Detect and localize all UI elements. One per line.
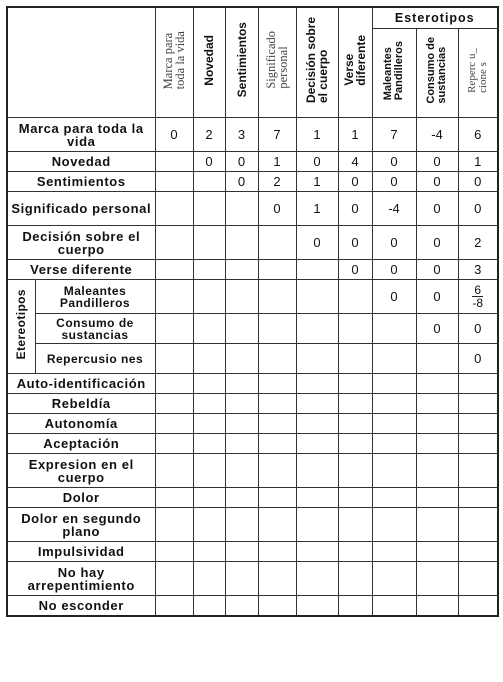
col-header-decision <box>296 7 338 118</box>
table-cell <box>155 454 193 488</box>
table-cell <box>193 192 225 226</box>
table-cell <box>416 414 458 434</box>
table-cell <box>338 488 372 508</box>
table-cell: 0 <box>155 118 193 152</box>
table-cell <box>296 542 338 562</box>
row-label: Repercusio nes <box>35 344 155 374</box>
row-group-etereotipos-label: Etereotipos <box>14 288 29 360</box>
table-cell <box>193 596 225 616</box>
table-cell <box>193 280 225 314</box>
table-cell <box>225 508 258 542</box>
table-cell: 1 <box>458 152 498 172</box>
table-cell: 0 <box>416 172 458 192</box>
table-cell <box>416 508 458 542</box>
table-cell: 7 <box>372 118 416 152</box>
table-row <box>7 454 498 488</box>
table-cell: 0 <box>225 152 258 172</box>
table-cell <box>296 394 338 414</box>
table-cell <box>258 414 296 434</box>
row-label: No hay arrepentimiento <box>7 562 155 596</box>
table-cell: 0 <box>372 280 416 314</box>
col-header-significado-label: Significado personal <box>264 31 290 89</box>
table-cell <box>338 394 372 414</box>
row-label: Sentimientos <box>7 172 155 192</box>
table-cell: 0 <box>338 172 372 192</box>
table-cell <box>155 152 193 172</box>
table-cell <box>338 414 372 434</box>
table-cell <box>225 414 258 434</box>
table-cell <box>193 434 225 454</box>
table-row <box>7 394 498 414</box>
table-cell <box>258 260 296 280</box>
col-header-repercusiones-label: Reperc u_ cione s <box>465 48 489 93</box>
table-cell <box>338 562 372 596</box>
row-label: Maleantes Pandilleros <box>35 280 155 314</box>
table-cell: 0 <box>416 260 458 280</box>
correlation-table <box>6 6 499 617</box>
table-cell: 0 <box>416 280 458 314</box>
table-cell: 4 <box>338 152 372 172</box>
table-cell <box>225 596 258 616</box>
table-cell: 1 <box>296 118 338 152</box>
col-header-maleantes-label: Maleantes Pandilleros <box>382 40 405 101</box>
table-cell <box>296 374 338 394</box>
col-header-decision-label: Decisión sobre el cuerpo <box>304 16 330 104</box>
row-label: Verse diferente <box>7 260 155 280</box>
table-row <box>7 414 498 434</box>
table-row <box>7 374 498 394</box>
row-label: Decisión sobre el cuerpo <box>7 226 155 260</box>
table-cell <box>155 172 193 192</box>
table-cell <box>458 596 498 616</box>
table-cell <box>193 394 225 414</box>
row-label: Significado personal <box>7 192 155 226</box>
table-cell <box>372 542 416 562</box>
col-header-marca <box>155 7 193 118</box>
table-cell: 0 <box>458 344 498 374</box>
table-cell <box>296 562 338 596</box>
table-cell <box>193 344 225 374</box>
table-cell: 0 <box>416 192 458 226</box>
table-cell: 0 <box>372 152 416 172</box>
table-cell <box>372 434 416 454</box>
table-cell <box>155 192 193 226</box>
table-cell <box>225 260 258 280</box>
table-cell <box>155 260 193 280</box>
table-cell <box>296 314 338 344</box>
table-row <box>7 226 498 260</box>
table-cell <box>258 454 296 488</box>
table-cell: 2 <box>193 118 225 152</box>
table-row <box>7 562 498 596</box>
table-row <box>7 172 498 192</box>
col-header-maleantes <box>372 29 416 118</box>
table-cell <box>372 344 416 374</box>
table-cell <box>372 488 416 508</box>
table-cell <box>225 434 258 454</box>
table-cell: 0 <box>416 226 458 260</box>
table-cell: 2 <box>258 172 296 192</box>
table-cell <box>193 172 225 192</box>
col-group-esterotipos: Esterotipos <box>372 7 498 29</box>
table-cell <box>372 596 416 616</box>
table-cell: 0 <box>416 314 458 344</box>
table-cell: -4 <box>416 118 458 152</box>
table-cell <box>155 562 193 596</box>
table-cell <box>225 280 258 314</box>
table-cell: 0 <box>338 260 372 280</box>
table-cell <box>258 596 296 616</box>
table-cell <box>338 374 372 394</box>
table-cell <box>372 374 416 394</box>
table-cell <box>193 454 225 488</box>
table-cell <box>416 394 458 414</box>
header-corner <box>7 7 155 118</box>
table-cell <box>372 394 416 414</box>
table-cell: 0 <box>258 192 296 226</box>
table-cell: -4 <box>372 192 416 226</box>
table-cell <box>458 394 498 414</box>
table-cell: 1 <box>296 192 338 226</box>
table-cell <box>372 454 416 488</box>
table-cell <box>458 434 498 454</box>
table-row <box>7 596 498 616</box>
table-cell <box>258 394 296 414</box>
table-cell <box>416 488 458 508</box>
table-cell <box>225 314 258 344</box>
table-cell: 0 <box>338 226 372 260</box>
table-cell <box>193 562 225 596</box>
table-row <box>7 192 498 226</box>
table-cell <box>416 542 458 562</box>
table-row <box>7 488 498 508</box>
table-cell: 0 <box>372 226 416 260</box>
col-header-sentimientos-label: Sentimientos <box>234 22 249 98</box>
fraction-numerator: 6 <box>474 282 482 297</box>
table-cell <box>296 260 338 280</box>
table-row <box>7 260 498 280</box>
table-cell <box>155 280 193 314</box>
table-cell <box>416 562 458 596</box>
table-cell <box>296 434 338 454</box>
table-cell <box>258 226 296 260</box>
table-cell <box>458 280 498 314</box>
table-cell <box>338 596 372 616</box>
table-cell <box>338 508 372 542</box>
table-cell <box>296 344 338 374</box>
table-cell <box>193 508 225 542</box>
table-cell <box>258 374 296 394</box>
table-cell <box>372 314 416 344</box>
table-cell: 0 <box>372 172 416 192</box>
table-cell: 1 <box>258 152 296 172</box>
table-cell <box>225 488 258 508</box>
table-cell: 0 <box>296 226 338 260</box>
row-label: Auto-identificación <box>7 374 155 394</box>
table-cell <box>193 374 225 394</box>
table-row <box>7 508 498 542</box>
table-cell: 0 <box>458 314 498 344</box>
table-cell <box>296 508 338 542</box>
col-header-marca-label: Marca para toda la vida <box>161 30 187 90</box>
col-header-consumo <box>416 29 458 118</box>
row-label: Rebeldía <box>7 394 155 414</box>
table-cell: 0 <box>458 172 498 192</box>
table-cell <box>225 344 258 374</box>
table-cell <box>258 562 296 596</box>
table-cell <box>225 226 258 260</box>
table-cell <box>338 344 372 374</box>
row-label: Consumo de sustancias <box>35 314 155 344</box>
table-cell: 0 <box>338 192 372 226</box>
table-cell <box>296 488 338 508</box>
table-body <box>7 118 498 616</box>
table-cell <box>193 260 225 280</box>
row-label: Aceptación <box>7 434 155 454</box>
table-cell: 0 <box>193 152 225 172</box>
table-cell: 1 <box>338 118 372 152</box>
row-label: Impulsividad <box>7 542 155 562</box>
table-cell: 0 <box>225 172 258 192</box>
table-cell <box>155 508 193 542</box>
row-label: Dolor en segundo plano <box>7 508 155 542</box>
table-row <box>7 344 498 374</box>
table-cell: 1 <box>296 172 338 192</box>
table-cell <box>155 596 193 616</box>
table-cell <box>258 280 296 314</box>
table-cell: 0 <box>372 260 416 280</box>
table-cell <box>458 414 498 434</box>
table-cell <box>458 374 498 394</box>
col-header-verse <box>338 7 372 118</box>
table-cell: 7 <box>258 118 296 152</box>
table-cell <box>258 542 296 562</box>
table-cell <box>372 508 416 542</box>
col-header-sentimientos <box>225 7 258 118</box>
table-cell <box>225 192 258 226</box>
table-cell <box>338 542 372 562</box>
table-cell <box>155 226 193 260</box>
row-label: No esconder <box>7 596 155 616</box>
table-cell <box>296 596 338 616</box>
table-cell: 0 <box>296 152 338 172</box>
table-cell <box>258 488 296 508</box>
table-row <box>7 434 498 454</box>
table-cell <box>458 562 498 596</box>
table-cell <box>225 374 258 394</box>
table-cell <box>193 314 225 344</box>
table-row <box>7 314 498 344</box>
correlation-table-container <box>6 6 497 675</box>
table-cell <box>296 454 338 488</box>
table-cell <box>458 542 498 562</box>
table-cell <box>225 394 258 414</box>
row-label: Marca para toda la vida <box>7 118 155 152</box>
table-cell <box>416 374 458 394</box>
col-header-consumo-label: Consumo de sustancias <box>425 37 448 104</box>
row-label: Dolor <box>7 488 155 508</box>
table-cell <box>258 508 296 542</box>
table-cell <box>155 488 193 508</box>
col-header-verse-label: Verse diferente <box>342 34 368 86</box>
table-cell: 2 <box>458 226 498 260</box>
row-label: Novedad <box>7 152 155 172</box>
table-cell <box>338 314 372 344</box>
table-cell <box>193 488 225 508</box>
table-row <box>7 542 498 562</box>
table-cell <box>338 454 372 488</box>
table-cell <box>416 434 458 454</box>
table-cell <box>155 414 193 434</box>
table-cell <box>193 226 225 260</box>
col-header-significado <box>258 7 296 118</box>
table-row <box>7 118 498 152</box>
col-header-repercusiones <box>458 29 498 118</box>
table-cell <box>155 374 193 394</box>
table-cell <box>296 414 338 434</box>
table-cell <box>258 434 296 454</box>
fraction-value <box>472 284 483 309</box>
table-cell <box>155 314 193 344</box>
table-cell <box>155 434 193 454</box>
table-cell <box>225 562 258 596</box>
table-cell: 0 <box>458 192 498 226</box>
row-group-etereotipos <box>7 280 35 374</box>
col-header-novedad <box>193 7 225 118</box>
table-cell: 0 <box>416 152 458 172</box>
table-cell <box>458 508 498 542</box>
table-cell <box>193 414 225 434</box>
table-cell <box>225 454 258 488</box>
table-cell <box>258 344 296 374</box>
table-cell <box>416 344 458 374</box>
row-label: Autonomía <box>7 414 155 434</box>
table-cell <box>155 394 193 414</box>
table-cell <box>372 562 416 596</box>
table-cell <box>193 542 225 562</box>
table-cell <box>296 280 338 314</box>
table-cell <box>258 314 296 344</box>
table-cell: 3 <box>225 118 258 152</box>
table-cell <box>225 542 258 562</box>
col-header-novedad-label: Novedad <box>202 34 216 86</box>
table-cell: 6 <box>458 118 498 152</box>
table-cell <box>338 434 372 454</box>
table-cell <box>416 454 458 488</box>
table-cell: 3 <box>458 260 498 280</box>
table-cell <box>155 344 193 374</box>
table-cell <box>338 280 372 314</box>
table-cell <box>458 488 498 508</box>
table-row <box>7 280 498 314</box>
fraction-denominator: -8 <box>472 295 484 310</box>
table-cell <box>416 596 458 616</box>
row-label: Expresion en el cuerpo <box>7 454 155 488</box>
table-cell <box>458 454 498 488</box>
table-row <box>7 152 498 172</box>
table-cell <box>155 542 193 562</box>
table-cell <box>372 414 416 434</box>
